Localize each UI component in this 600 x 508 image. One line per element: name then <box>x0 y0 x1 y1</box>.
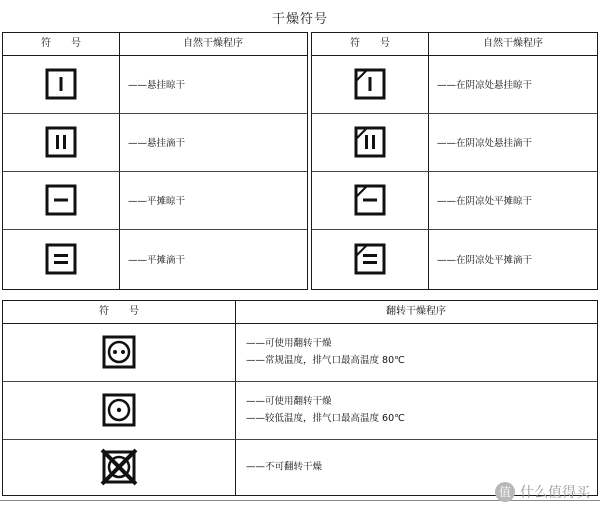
row-label-line: ——可使用翻转干燥 <box>246 396 332 407</box>
table-row <box>3 381 597 440</box>
table-header <box>3 33 307 56</box>
square-two-vertical-lines-icon <box>45 126 77 158</box>
square-one-horizontal-line-icon <box>45 184 77 216</box>
table-row <box>3 229 307 289</box>
row-label: ——在阴凉处平摊晾干 <box>437 196 533 207</box>
row-label: ——在阴凉处悬挂滴干 <box>437 138 533 149</box>
row-label-line: ——不可翻转干燥 <box>246 461 323 473</box>
tumble-dry-two-dots-icon <box>102 335 136 369</box>
table-row <box>312 113 597 172</box>
watermark <box>495 482 590 502</box>
page-title: 干燥符号 <box>271 12 328 27</box>
row-label: ——平摊晾干 <box>128 196 186 207</box>
table-header <box>312 33 597 56</box>
header-symbol: 符 号 <box>99 306 139 317</box>
square-shade-two-horizontal-lines-icon <box>354 243 386 275</box>
row-label <box>246 335 405 369</box>
row-label: ——平摊滴干 <box>128 255 186 266</box>
row-label: ——在阴凉处悬挂晾干 <box>437 80 533 91</box>
tumble-dry-crossed-icon <box>100 448 138 486</box>
header-symbol: 符 号 <box>350 38 390 49</box>
row-label <box>246 393 405 427</box>
tumble-dry-one-dot-icon <box>102 393 136 427</box>
natural-drying-table-right <box>311 32 598 290</box>
square-shade-one-horizontal-line-icon <box>354 184 386 216</box>
row-label-line: ——较低温度，排气口最高温度 60℃ <box>246 413 405 424</box>
table-row <box>3 55 307 114</box>
square-shade-two-vertical-lines-icon <box>354 126 386 158</box>
row-label <box>246 459 322 476</box>
square-one-vertical-line-icon <box>45 68 77 100</box>
table-row <box>312 229 597 289</box>
header-procedure: 翻转干燥程序 <box>386 306 446 317</box>
header-procedure: 自然干燥程序 <box>483 38 543 49</box>
header-procedure: 自然干燥程序 <box>183 38 243 49</box>
table-row <box>312 55 597 114</box>
table-row <box>312 171 597 230</box>
watermark-logo-icon: 值 <box>495 482 515 502</box>
row-label: ——悬挂晾干 <box>128 80 186 91</box>
watermark-text: 什么值得买 <box>520 485 590 501</box>
table-row <box>3 323 597 382</box>
row-label-line: ——常规温度，排气口最高温度 80℃ <box>246 355 405 366</box>
tumble-drying-table <box>2 300 598 496</box>
header-symbol: 符 号 <box>41 38 81 49</box>
square-shade-one-vertical-line-icon <box>354 68 386 100</box>
table-row <box>3 113 307 172</box>
table-header <box>3 301 597 324</box>
table-row <box>3 171 307 230</box>
square-two-horizontal-lines-icon <box>45 243 77 275</box>
row-label: ——悬挂滴干 <box>128 138 186 149</box>
row-label: ——在阴凉处平摊滴干 <box>437 255 533 266</box>
row-label-line: ——可使用翻转干燥 <box>246 338 332 349</box>
natural-drying-table-left <box>2 32 308 290</box>
